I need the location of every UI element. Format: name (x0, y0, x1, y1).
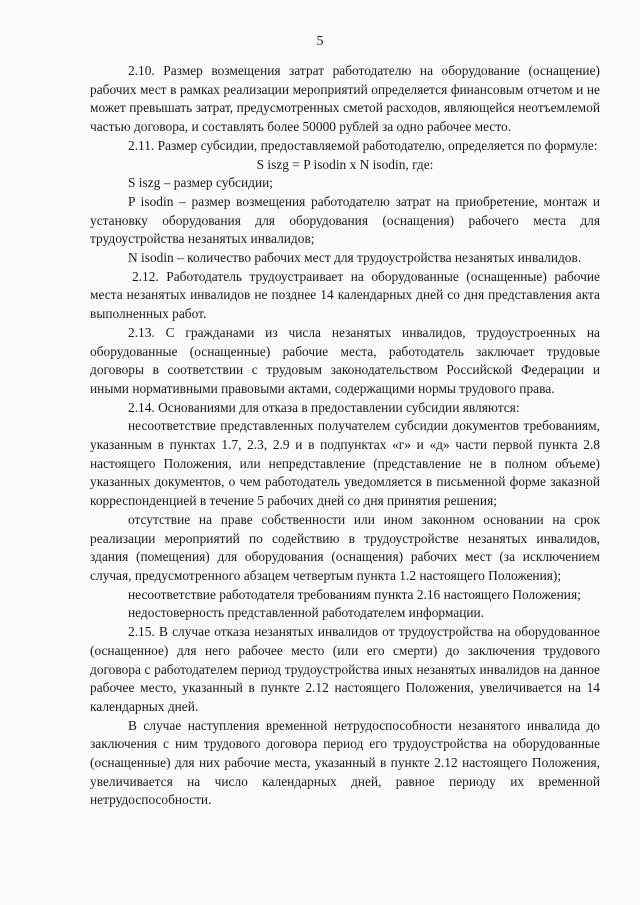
refusal-reason-documents: несоответствие представленных получателем субсидии документов требованиям, указанным в пунктах 1.7, 2.3, 2.9 и в подпунктах «г» и «д» части первой пункта 2.8 настоящего Положения, или непредставление (представление не в полном объеме) указанных документов, о чем работодатель уведомляется в письменной форме заказной корреспонденцией в течение 5 рабочих дней со дня принятия решения; (90, 418, 600, 509)
subsidy-formula: S iszg = P isodin x N isodin, где: (256, 156, 434, 172)
refusal-reason-false-info: недостоверность представленной работодателем информации. (128, 605, 485, 621)
paragraph-2-11: 2.11. Размер субсидии, предоставляемой работодателю, определяется по формуле: (128, 137, 598, 153)
paragraph-2-14: 2.14. Основаниями для отказа в предоставлении субсидии являются: (128, 399, 520, 415)
paragraph-2-12: 2.12. Работодатель трудоустраивает на оборудованные (оснащенные) рабочие места незанятых инвалидов не позднее 14 календарных дней со дня представления акта выполненных работ. (90, 268, 600, 322)
definition-s-iszg: S iszg – размер субсидии; (128, 175, 274, 191)
page-number: 5 (316, 34, 324, 49)
refusal-reason-premises: отсутствие на праве собственности или ином законном основании на срок реализации мероприятий по содействию в трудоустройстве незанятых инвалидов, здания (помещения) для оборудования (оснащения) рабочих мест (за исключением случая, предусмотренного абзацем четвертым пункта 1.2 настоящего Положения); (90, 511, 600, 583)
paragraph-2-13: 2.13. С гражданами из числа незанятых инвалидов, трудоустроенных на оборудованные (оснащенные) рабочие места, работодатель заключает трудовые договоры в соответствии с трудовым законодательством Российской Федерации и иными нормативными правовыми актами, содержащими нормы трудового права. (90, 324, 600, 396)
paragraph-2-10: 2.10. Размер возмещения затрат работодателю на оборудование (оснащение) рабочих мест в рамках реализации мероприятий определяется финансовым отчетом и не может превышать затрат, предусмотренных сметой расходов, являющейся неотъемлемой частью договора, и составлять более 50000 рублей за одно рабочее место. (90, 63, 600, 135)
definition-p-isodin: P isodin – размер возмещения работодателю затрат на приобретение, монтаж и установку оборудования для оборудования (оснащения) рабочего места для трудоустройства незанятых инвалидов; (90, 193, 600, 247)
definition-n-isodin: N isodin – количество рабочих мест для трудоустройства незанятых инвалидов. (128, 250, 582, 266)
refusal-reason-requirements: несоответствие работодателя требованиям пункта 2.16 настоящего Положения; (128, 586, 581, 602)
document-body (90, 62, 600, 810)
paragraph-2-15: 2.15. В случае отказа незанятых инвалидов от трудоустройства на оборудованное (оснащенное) для него рабочее место (или его смерти) до заключения трудового договора с работодателем период трудоустройства иных незанятых инвалидов на данное рабочее место, указанный в пункте 2.12 настоящего Положения, увеличивается на 14 календарных дней. (90, 624, 600, 714)
paragraph-temporary-disability: В случае наступления временной нетрудоспособности незанятого инвалида до заключения с ним трудового договора период его трудоустройства на оборудованные (оснащенные) для них рабочие места, указанный в пункте 2.12 настоящего Положения, увеличивается на число календарных дней, равное периоду их временной нетрудоспособности. (90, 717, 600, 808)
